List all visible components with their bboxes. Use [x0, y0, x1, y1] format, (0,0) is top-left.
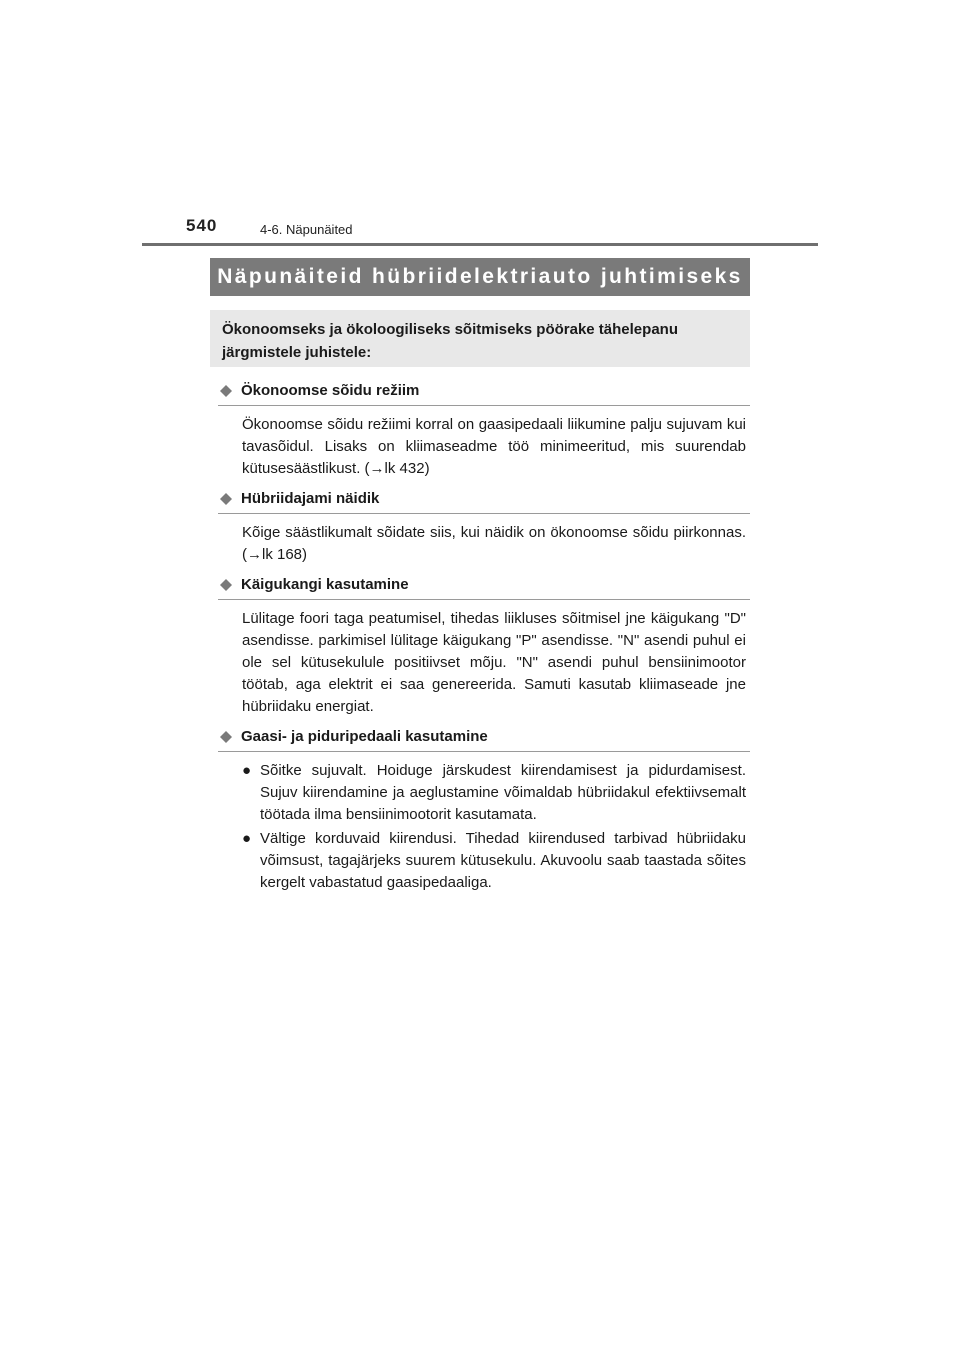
page-number: 540 [186, 216, 218, 235]
section-heading [218, 490, 750, 514]
section-body: Lülitage foori taga peatumisel, tihedas liikluses sõitmisel jne käigukang "D" asendisse. parkimisel lülitage käigukang "P" asendisse. "N" asendi puhul ei ole sel kütusekulule positiivset mõju. "N" asendi puhul bensiinimootor töötab, aga elektrit ei saa genereerida. Samuti kasutab kliimaseade jne hübriidaku energiat. [242, 610, 746, 715]
list-item-text: Sõitke sujuvalt. Hoiduge järskudest kiirendamisest ja pidurdamisest. Sujuv kiirendamine ja aeglustamine võimaldab hübriidakul efektiivsemalt töötada ilma bensiinimootorit kasutamata. [260, 762, 746, 823]
section-heading [218, 382, 750, 406]
section-title: Käigukangi kasutamine [241, 576, 409, 593]
content [218, 382, 750, 904]
section-body: Ökonoomse sõidu režiimi korral on gaasipedaali liikumine palju sujuvam kui tavasõidul. Lisaks on kliimaseadme töö minimeeritud, mis suurendab kütusesäästlikust. (→lk 432) [242, 416, 746, 477]
section-body: Kõige säästlikumalt sõidate siis, kui näidik on ökonoomse sõidu piirkonnas. (→lk 168) [242, 524, 746, 563]
diamond-bullet-icon [220, 579, 232, 591]
section-pedals [218, 728, 750, 894]
section-hybrid-indicator [218, 490, 750, 566]
section-eco-mode [218, 382, 750, 480]
diamond-bullet-icon [220, 493, 232, 505]
section-shift-lever [218, 576, 750, 718]
chapter-label: 4-6. Näpunäited [260, 222, 353, 237]
bullet-list [242, 760, 746, 894]
section-title: Gaasi- ja piduripedaali kasutamine [241, 728, 488, 745]
section-heading [218, 576, 750, 600]
section-title-bar [210, 258, 750, 296]
diamond-bullet-icon [220, 731, 232, 743]
section-heading [218, 728, 750, 752]
intro-box [210, 310, 750, 367]
bullet-dot-icon: ● [242, 830, 252, 847]
section-title: Hübriidajami näidik [241, 490, 380, 507]
list-item [242, 760, 746, 826]
section-title: Ökonoomse sõidu režiim [241, 382, 420, 399]
intro-text: Ökonoomseks ja ökoloogiliseks sõitmiseks pöörake tähelepanu järgmistele juhistele: [222, 321, 678, 361]
bullet-dot-icon: ● [242, 762, 252, 779]
diamond-bullet-icon [220, 385, 232, 397]
list-item [242, 828, 746, 894]
list-item-text: Vältige korduvaid kiirendusi. Tihedad kiirendused tarbivad hübriidaku võimsust, tagajärjeks suurem kütusekulu. Akuvoolu saab taastada sõites kergelt vabastatud gaasipedaaliga. [260, 830, 746, 891]
header-rule [142, 243, 818, 246]
page-title: Näpunäiteid hübriidelektriauto juhtimiseks [217, 265, 743, 288]
